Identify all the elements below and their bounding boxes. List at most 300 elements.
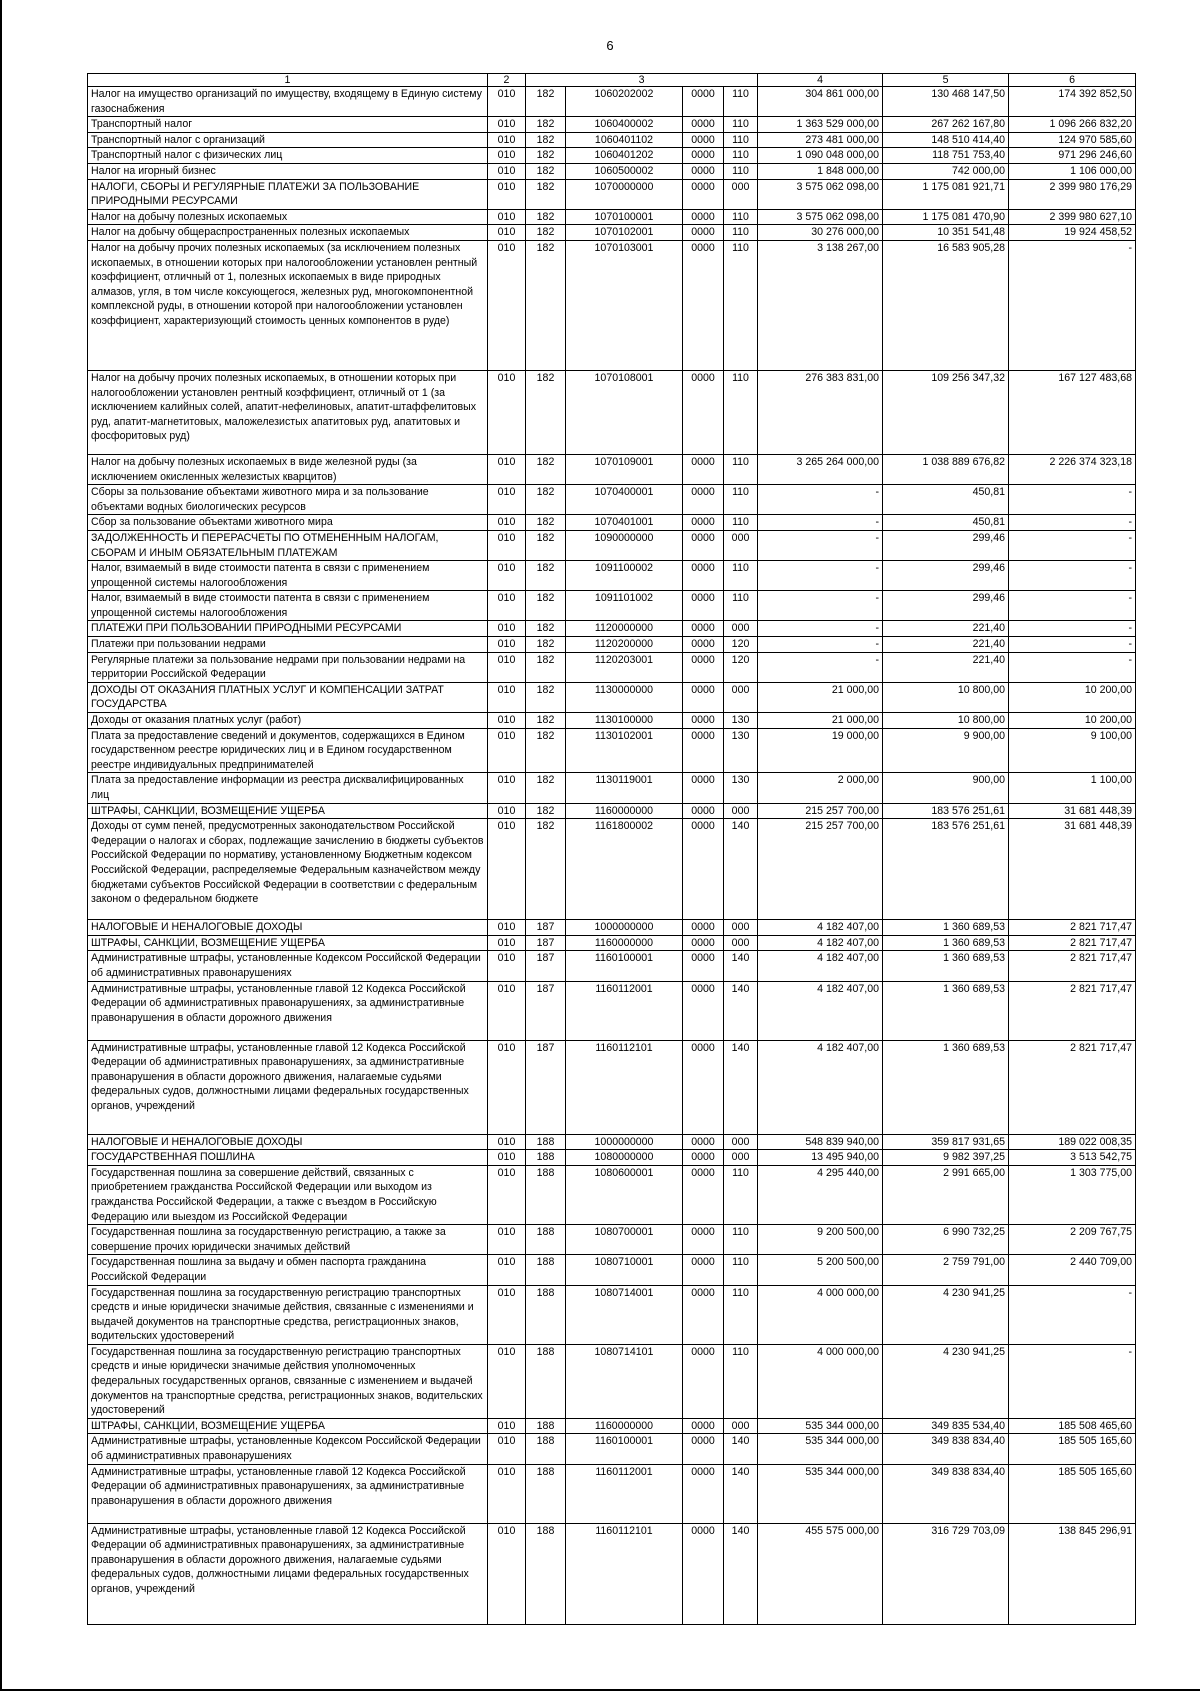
budget-code: 1130119001 (566, 773, 683, 803)
budget-code: 1060202002 (566, 87, 683, 117)
program-code: 0000 (683, 485, 724, 515)
header-col5: 5 (883, 74, 1009, 87)
approved-amount: 1 363 529 000,00 (758, 117, 883, 133)
admin-code: 010 (488, 132, 526, 148)
table-row (88, 981, 1136, 1040)
table-row (88, 1040, 1136, 1134)
executed-amount: 1 038 889 676,82 (883, 454, 1009, 484)
budget-code: 1130102001 (566, 728, 683, 773)
chapter-code: 187 (526, 1040, 566, 1134)
budget-code: 1070103001 (566, 240, 683, 370)
budget-code: 1080000000 (566, 1150, 683, 1166)
chapter-code: 182 (526, 530, 566, 560)
program-code: 0000 (683, 117, 724, 133)
admin-code: 010 (488, 454, 526, 484)
admin-code: 010 (488, 209, 526, 225)
row-name: Государственная пошлина за государственную регистрацию транспортных средств и иные юридически значимые действия уполномоченных федеральных государственных органов, связанные с изменением и выдачей документов на транспортные средства, регистрационных знаков, водительских удостоверений (88, 1344, 488, 1418)
admin-code: 010 (488, 637, 526, 653)
approved-amount: 535 344 000,00 (758, 1434, 883, 1464)
program-code: 0000 (683, 370, 724, 454)
header-row (88, 74, 1136, 87)
remaining-amount: 31 681 448,39 (1009, 803, 1136, 819)
executed-amount: 2 759 791,00 (883, 1255, 1009, 1285)
chapter-code: 188 (526, 1255, 566, 1285)
budget-code: 1091101002 (566, 591, 683, 621)
executed-amount: 4 230 941,25 (883, 1344, 1009, 1418)
table-row (88, 803, 1136, 819)
executed-amount: 10 800,00 (883, 682, 1009, 712)
table-row (88, 530, 1136, 560)
remaining-amount: 124 970 585,60 (1009, 132, 1136, 148)
row-name: Платежи при пользовании недрами (88, 637, 488, 653)
table-row (88, 561, 1136, 591)
budget-code: 1060401102 (566, 132, 683, 148)
program-code: 0000 (683, 728, 724, 773)
kosgu-code: 130 (724, 713, 758, 729)
budget-code: 1070401001 (566, 515, 683, 531)
row-name: ЗАДОЛЖЕННОСТЬ И ПЕРЕРАСЧЕТЫ ПО ОТМЕНЕННЫМ НАЛОГАМ, СБОРАМ И ИНЫМ ОБЯЗАТЕЛЬНЫМ ПЛАТЕЖАМ (88, 530, 488, 560)
table-row (88, 454, 1136, 484)
admin-code: 010 (488, 1434, 526, 1464)
budget-code: 1160112001 (566, 1464, 683, 1523)
remaining-amount: 1 106 000,00 (1009, 163, 1136, 179)
admin-code: 010 (488, 981, 526, 1040)
row-name: НАЛОГИ, СБОРЫ И РЕГУЛЯРНЫЕ ПЛАТЕЖИ ЗА ПОЛЬЗОВАНИЕ ПРИРОДНЫМИ РЕСУРСАМИ (88, 179, 488, 209)
program-code: 0000 (683, 637, 724, 653)
row-name: Административные штрафы, установленные главой 12 Кодекса Российской Федерации об административных правонарушениях, за административные правонарушения в области дорожного движения, налагаемые судьями федеральных судов, должностными лицами федеральных государственных органов, учреждений (88, 1040, 488, 1134)
remaining-amount: 2 821 717,47 (1009, 935, 1136, 951)
chapter-code: 188 (526, 1418, 566, 1434)
program-code: 0000 (683, 530, 724, 560)
admin-code: 010 (488, 1464, 526, 1523)
row-name: Налог на добычу общераспространенных полезных ископаемых (88, 225, 488, 241)
chapter-code: 182 (526, 591, 566, 621)
kosgu-code: 110 (724, 1285, 758, 1344)
table-row (88, 485, 1136, 515)
table-row (88, 209, 1136, 225)
kosgu-code: 110 (724, 561, 758, 591)
budget-code: 1160112101 (566, 1523, 683, 1624)
approved-amount: 1 090 048 000,00 (758, 148, 883, 164)
executed-amount: 10 800,00 (883, 713, 1009, 729)
budget-code: 1070100001 (566, 209, 683, 225)
approved-amount: 215 257 700,00 (758, 803, 883, 819)
row-name: Налог на добычу прочих полезных ископаемых (за исключением полезных ископаемых, в отношении которых при налогообложении установлен рентный коэффициент, отличный от 1, полезных ископаемых в виде природных алмазов, угля, в том числе коксующегося, железных руд, многокомпонентной комплексной руды, в отношении которой при налогообложении установлен коэффициент, характеризующий стоимость ценных компонентов в руде) (88, 240, 488, 370)
table-row (88, 148, 1136, 164)
table-row (88, 240, 1136, 370)
chapter-code: 188 (526, 1434, 566, 1464)
admin-code: 010 (488, 1523, 526, 1624)
kosgu-code: 120 (724, 637, 758, 653)
row-name: Сборы за пользование объектами животного мира и за пользование объектами водных биологических ресурсов (88, 485, 488, 515)
row-name: Административные штрафы, установленные Кодексом Российской Федерации об административных правонарушениях (88, 1434, 488, 1464)
budget-code: 1080600001 (566, 1165, 683, 1224)
header-col2: 2 (488, 74, 526, 87)
admin-code: 010 (488, 682, 526, 712)
remaining-amount: 2 399 980 627,10 (1009, 209, 1136, 225)
budget-code: 1060401202 (566, 148, 683, 164)
program-code: 0000 (683, 1134, 724, 1150)
approved-amount: 5 200 500,00 (758, 1255, 883, 1285)
remaining-amount: 185 505 165,60 (1009, 1434, 1136, 1464)
row-name: Регулярные платежи за пользование недрами при пользовании недрами на территории Российской Федерации (88, 652, 488, 682)
kosgu-code: 000 (724, 1418, 758, 1434)
chapter-code: 182 (526, 652, 566, 682)
table-row (88, 621, 1136, 637)
remaining-amount: 1 100,00 (1009, 773, 1136, 803)
row-name: Транспортный налог (88, 117, 488, 133)
kosgu-code: 110 (724, 1165, 758, 1224)
approved-amount: 3 265 264 000,00 (758, 454, 883, 484)
row-name: Налог на добычу полезных ископаемых в виде железной руды (за исключением окисленных железистых кварцитов) (88, 454, 488, 484)
budget-code: 1070102001 (566, 225, 683, 241)
row-name: ШТРАФЫ, САНКЦИИ, ВОЗМЕЩЕНИЕ УЩЕРБА (88, 1418, 488, 1434)
kosgu-code: 140 (724, 1040, 758, 1134)
row-name: Налог на имущество организаций по имуществу, входящему в Единую систему газоснабжения (88, 87, 488, 117)
kosgu-code: 140 (724, 1464, 758, 1523)
approved-amount: 548 839 940,00 (758, 1134, 883, 1150)
program-code: 0000 (683, 1464, 724, 1523)
kosgu-code: 110 (724, 132, 758, 148)
admin-code: 010 (488, 1418, 526, 1434)
program-code: 0000 (683, 935, 724, 951)
approved-amount: - (758, 485, 883, 515)
kosgu-code: 000 (724, 1134, 758, 1150)
remaining-amount: - (1009, 1285, 1136, 1344)
chapter-code: 182 (526, 209, 566, 225)
approved-amount: 304 861 000,00 (758, 87, 883, 117)
executed-amount: 109 256 347,32 (883, 370, 1009, 454)
remaining-amount: 2 440 709,00 (1009, 1255, 1136, 1285)
row-name: Плата за предоставление информации из реестра дисквалифицированных лиц (88, 773, 488, 803)
program-code: 0000 (683, 1285, 724, 1344)
program-code: 0000 (683, 179, 724, 209)
chapter-code: 182 (526, 682, 566, 712)
row-name: Административные штрафы, установленные главой 12 Кодекса Российской Федерации об административных правонарушениях, за административные правонарушения в области дорожного движения (88, 981, 488, 1040)
row-name: Сбор за пользование объектами животного мира (88, 515, 488, 531)
approved-amount: 1 848 000,00 (758, 163, 883, 179)
executed-amount: 267 262 167,80 (883, 117, 1009, 133)
admin-code: 010 (488, 515, 526, 531)
kosgu-code: 110 (724, 591, 758, 621)
admin-code: 010 (488, 591, 526, 621)
row-name: Транспортный налог с организаций (88, 132, 488, 148)
chapter-code: 182 (526, 515, 566, 531)
kosgu-code: 000 (724, 682, 758, 712)
table-row (88, 370, 1136, 454)
table-row (88, 920, 1136, 936)
budget-code: 1000000000 (566, 920, 683, 936)
table-row (88, 652, 1136, 682)
kosgu-code: 110 (724, 1344, 758, 1418)
row-name: Государственная пошлина за государственную регистрацию транспортных средств и иные юридически значимые действия, связанные с изменениями и выдачей документов на транспортные средства, регистрационных знаков, водительских удостоверений (88, 1285, 488, 1344)
table-row (88, 1134, 1136, 1150)
row-name: Административные штрафы, установленные главой 12 Кодекса Российской Федерации об административных правонарушениях, за административные правонарушения в области дорожного движения (88, 1464, 488, 1523)
chapter-code: 182 (526, 240, 566, 370)
budget-code: 1060400002 (566, 117, 683, 133)
admin-code: 010 (488, 179, 526, 209)
approved-amount: 3 138 267,00 (758, 240, 883, 370)
kosgu-code: 000 (724, 920, 758, 936)
admin-code: 010 (488, 1134, 526, 1150)
table-row (88, 682, 1136, 712)
admin-code: 010 (488, 1225, 526, 1255)
admin-code: 010 (488, 652, 526, 682)
kosgu-code: 130 (724, 728, 758, 773)
kosgu-code: 110 (724, 1225, 758, 1255)
remaining-amount: - (1009, 530, 1136, 560)
table-row (88, 1523, 1136, 1624)
row-name: НАЛОГОВЫЕ И НЕНАЛОГОВЫЕ ДОХОДЫ (88, 920, 488, 936)
chapter-code: 182 (526, 728, 566, 773)
executed-amount: 1 360 689,53 (883, 920, 1009, 936)
budget-code: 1160100001 (566, 951, 683, 981)
row-name: ДОХОДЫ ОТ ОКАЗАНИЯ ПЛАТНЫХ УСЛУГ И КОМПЕНСАЦИИ ЗАТРАТ ГОСУДАРСТВА (88, 682, 488, 712)
executed-amount: 4 230 941,25 (883, 1285, 1009, 1344)
program-code: 0000 (683, 920, 724, 936)
chapter-code: 182 (526, 803, 566, 819)
chapter-code: 188 (526, 1344, 566, 1418)
table-row (88, 773, 1136, 803)
program-code: 0000 (683, 163, 724, 179)
admin-code: 010 (488, 225, 526, 241)
approved-amount: - (758, 515, 883, 531)
table-row (88, 225, 1136, 241)
chapter-code: 182 (526, 773, 566, 803)
approved-amount: 21 000,00 (758, 713, 883, 729)
kosgu-code: 000 (724, 179, 758, 209)
executed-amount: 900,00 (883, 773, 1009, 803)
executed-amount: 450,81 (883, 515, 1009, 531)
program-code: 0000 (683, 621, 724, 637)
chapter-code: 182 (526, 370, 566, 454)
approved-amount: 30 276 000,00 (758, 225, 883, 241)
budget-code: 1160112001 (566, 981, 683, 1040)
chapter-code: 188 (526, 1464, 566, 1523)
kosgu-code: 140 (724, 981, 758, 1040)
budget-code: 1091100002 (566, 561, 683, 591)
budget-code: 1090000000 (566, 530, 683, 560)
executed-amount: 118 751 753,40 (883, 148, 1009, 164)
table-row (88, 179, 1136, 209)
kosgu-code: 110 (724, 1255, 758, 1285)
program-code: 0000 (683, 561, 724, 591)
row-name: Административные штрафы, установленные Кодексом Российской Федерации об административных правонарушениях (88, 951, 488, 981)
program-code: 0000 (683, 1434, 724, 1464)
page-bottom-edge (0, 1689, 1200, 1691)
table-row (88, 819, 1136, 920)
executed-amount: 742 000,00 (883, 163, 1009, 179)
remaining-amount: 138 845 296,91 (1009, 1523, 1136, 1624)
row-name: Государственная пошлина за совершение действий, связанных с приобретением гражданства Российской Федерации или выходом из гражданства Российской Федерации, а также с въездом в Российскую Федерацию или выездом из Российской Федерации (88, 1165, 488, 1224)
remaining-amount: 185 508 465,60 (1009, 1418, 1136, 1434)
approved-amount: 273 481 000,00 (758, 132, 883, 148)
budget-code: 1070108001 (566, 370, 683, 454)
remaining-amount: - (1009, 637, 1136, 653)
budget-code: 1160100001 (566, 1434, 683, 1464)
admin-code: 010 (488, 1040, 526, 1134)
remaining-amount: 174 392 852,50 (1009, 87, 1136, 117)
chapter-code: 182 (526, 163, 566, 179)
budget-code: 1060500002 (566, 163, 683, 179)
table-row (88, 591, 1136, 621)
program-code: 0000 (683, 1255, 724, 1285)
executed-amount: 316 729 703,09 (883, 1523, 1009, 1624)
budget-code: 1130100000 (566, 713, 683, 729)
program-code: 0000 (683, 773, 724, 803)
approved-amount: - (758, 637, 883, 653)
table-row (88, 951, 1136, 981)
program-code: 0000 (683, 682, 724, 712)
budget-code: 1160000000 (566, 1418, 683, 1434)
approved-amount: 3 575 062 098,00 (758, 209, 883, 225)
header-col1: 1 (88, 74, 488, 87)
row-name: Государственная пошлина за государственную регистрацию, а также за совершение прочих юридически значимых действий (88, 1225, 488, 1255)
row-name: Государственная пошлина за выдачу и обмен паспорта гражданина Российской Федерации (88, 1255, 488, 1285)
admin-code: 010 (488, 240, 526, 370)
program-code: 0000 (683, 1344, 724, 1418)
kosgu-code: 110 (724, 163, 758, 179)
row-name: Административные штрафы, установленные главой 12 Кодекса Российской Федерации об административных правонарушениях, за административные правонарушения в области дорожного движения, налагаемые судьями федеральных судов, должностными лицами федеральных государственных органов, учреждений (88, 1523, 488, 1624)
remaining-amount: - (1009, 591, 1136, 621)
row-name: ПЛАТЕЖИ ПРИ ПОЛЬЗОВАНИИ ПРИРОДНЫМИ РЕСУРСАМИ (88, 621, 488, 637)
chapter-code: 188 (526, 1523, 566, 1624)
table-row (88, 1150, 1136, 1166)
approved-amount: 276 383 831,00 (758, 370, 883, 454)
admin-code: 010 (488, 1150, 526, 1166)
program-code: 0000 (683, 240, 724, 370)
kosgu-code: 120 (724, 652, 758, 682)
executed-amount: 299,46 (883, 530, 1009, 560)
approved-amount: 215 257 700,00 (758, 819, 883, 920)
program-code: 0000 (683, 951, 724, 981)
program-code: 0000 (683, 803, 724, 819)
remaining-amount: - (1009, 1344, 1136, 1418)
admin-code: 010 (488, 87, 526, 117)
executed-amount: 16 583 905,28 (883, 240, 1009, 370)
kosgu-code: 000 (724, 803, 758, 819)
table-row (88, 1418, 1136, 1434)
executed-amount: 6 990 732,25 (883, 1225, 1009, 1255)
chapter-code: 188 (526, 1225, 566, 1255)
program-code: 0000 (683, 819, 724, 920)
budget-code: 1070400001 (566, 485, 683, 515)
executed-amount: 349 838 834,40 (883, 1464, 1009, 1523)
remaining-amount: 167 127 483,68 (1009, 370, 1136, 454)
row-name: Налог, взимаемый в виде стоимости патента в связи с применением упрощенной системы налогообложения (88, 561, 488, 591)
chapter-code: 182 (526, 713, 566, 729)
kosgu-code: 000 (724, 621, 758, 637)
chapter-code: 182 (526, 117, 566, 133)
approved-amount: 4 000 000,00 (758, 1285, 883, 1344)
approved-amount: 19 000,00 (758, 728, 883, 773)
chapter-code: 187 (526, 935, 566, 951)
program-code: 0000 (683, 1225, 724, 1255)
table-row (88, 1344, 1136, 1418)
table-row (88, 117, 1136, 133)
executed-amount: 359 817 931,65 (883, 1134, 1009, 1150)
admin-code: 010 (488, 163, 526, 179)
admin-code: 010 (488, 1255, 526, 1285)
budget-code: 1120200000 (566, 637, 683, 653)
program-code: 0000 (683, 1165, 724, 1224)
chapter-code: 188 (526, 1165, 566, 1224)
approved-amount: 535 344 000,00 (758, 1464, 883, 1523)
budget-code: 1120203001 (566, 652, 683, 682)
row-name: Плата за предоставление сведений и документов, содержащихся в Едином государственном реестре юридических лиц и в Едином государственном реестре индивидуальных предпринимателей (88, 728, 488, 773)
admin-code: 010 (488, 621, 526, 637)
chapter-code: 182 (526, 454, 566, 484)
program-code: 0000 (683, 1040, 724, 1134)
executed-amount: 1 360 689,53 (883, 935, 1009, 951)
table-row (88, 637, 1136, 653)
program-code: 0000 (683, 713, 724, 729)
remaining-amount: 185 505 165,60 (1009, 1464, 1136, 1523)
remaining-amount: 2 226 374 323,18 (1009, 454, 1136, 484)
admin-code: 010 (488, 1285, 526, 1344)
table-row (88, 1464, 1136, 1523)
kosgu-code: 110 (724, 87, 758, 117)
remaining-amount: - (1009, 621, 1136, 637)
table-row (88, 713, 1136, 729)
executed-amount: 1 360 689,53 (883, 981, 1009, 1040)
remaining-amount: 189 022 008,35 (1009, 1134, 1136, 1150)
chapter-code: 187 (526, 920, 566, 936)
admin-code: 010 (488, 819, 526, 920)
admin-code: 010 (488, 728, 526, 773)
kosgu-code: 140 (724, 1434, 758, 1464)
kosgu-code: 110 (724, 209, 758, 225)
chapter-code: 188 (526, 1285, 566, 1344)
budget-code: 1160112101 (566, 1040, 683, 1134)
table-row (88, 728, 1136, 773)
budget-code: 1000000000 (566, 1134, 683, 1150)
kosgu-code: 110 (724, 515, 758, 531)
chapter-code: 182 (526, 179, 566, 209)
chapter-code: 182 (526, 225, 566, 241)
approved-amount: 455 575 000,00 (758, 1523, 883, 1624)
approved-amount: 535 344 000,00 (758, 1418, 883, 1434)
kosgu-code: 110 (724, 148, 758, 164)
table-row (88, 87, 1136, 117)
executed-amount: 349 835 534,40 (883, 1418, 1009, 1434)
budget-code: 1080714001 (566, 1285, 683, 1344)
program-code: 0000 (683, 454, 724, 484)
executed-amount: 183 576 251,61 (883, 819, 1009, 920)
program-code: 0000 (683, 87, 724, 117)
header-col3: 3 (526, 74, 758, 87)
executed-amount: 183 576 251,61 (883, 803, 1009, 819)
executed-amount: 221,40 (883, 637, 1009, 653)
approved-amount: 4 000 000,00 (758, 1344, 883, 1418)
remaining-amount: 2 821 717,47 (1009, 951, 1136, 981)
table-row (88, 515, 1136, 531)
remaining-amount: 10 200,00 (1009, 682, 1136, 712)
remaining-amount: 31 681 448,39 (1009, 819, 1136, 920)
table-row (88, 132, 1136, 148)
chapter-code: 182 (526, 561, 566, 591)
admin-code: 010 (488, 117, 526, 133)
remaining-amount: 1 096 266 832,20 (1009, 117, 1136, 133)
program-code: 0000 (683, 515, 724, 531)
approved-amount: - (758, 530, 883, 560)
executed-amount: 1 175 081 470,90 (883, 209, 1009, 225)
admin-code: 010 (488, 1165, 526, 1224)
program-code: 0000 (683, 981, 724, 1040)
approved-amount: 4 295 440,00 (758, 1165, 883, 1224)
chapter-code: 187 (526, 981, 566, 1040)
chapter-code: 182 (526, 637, 566, 653)
